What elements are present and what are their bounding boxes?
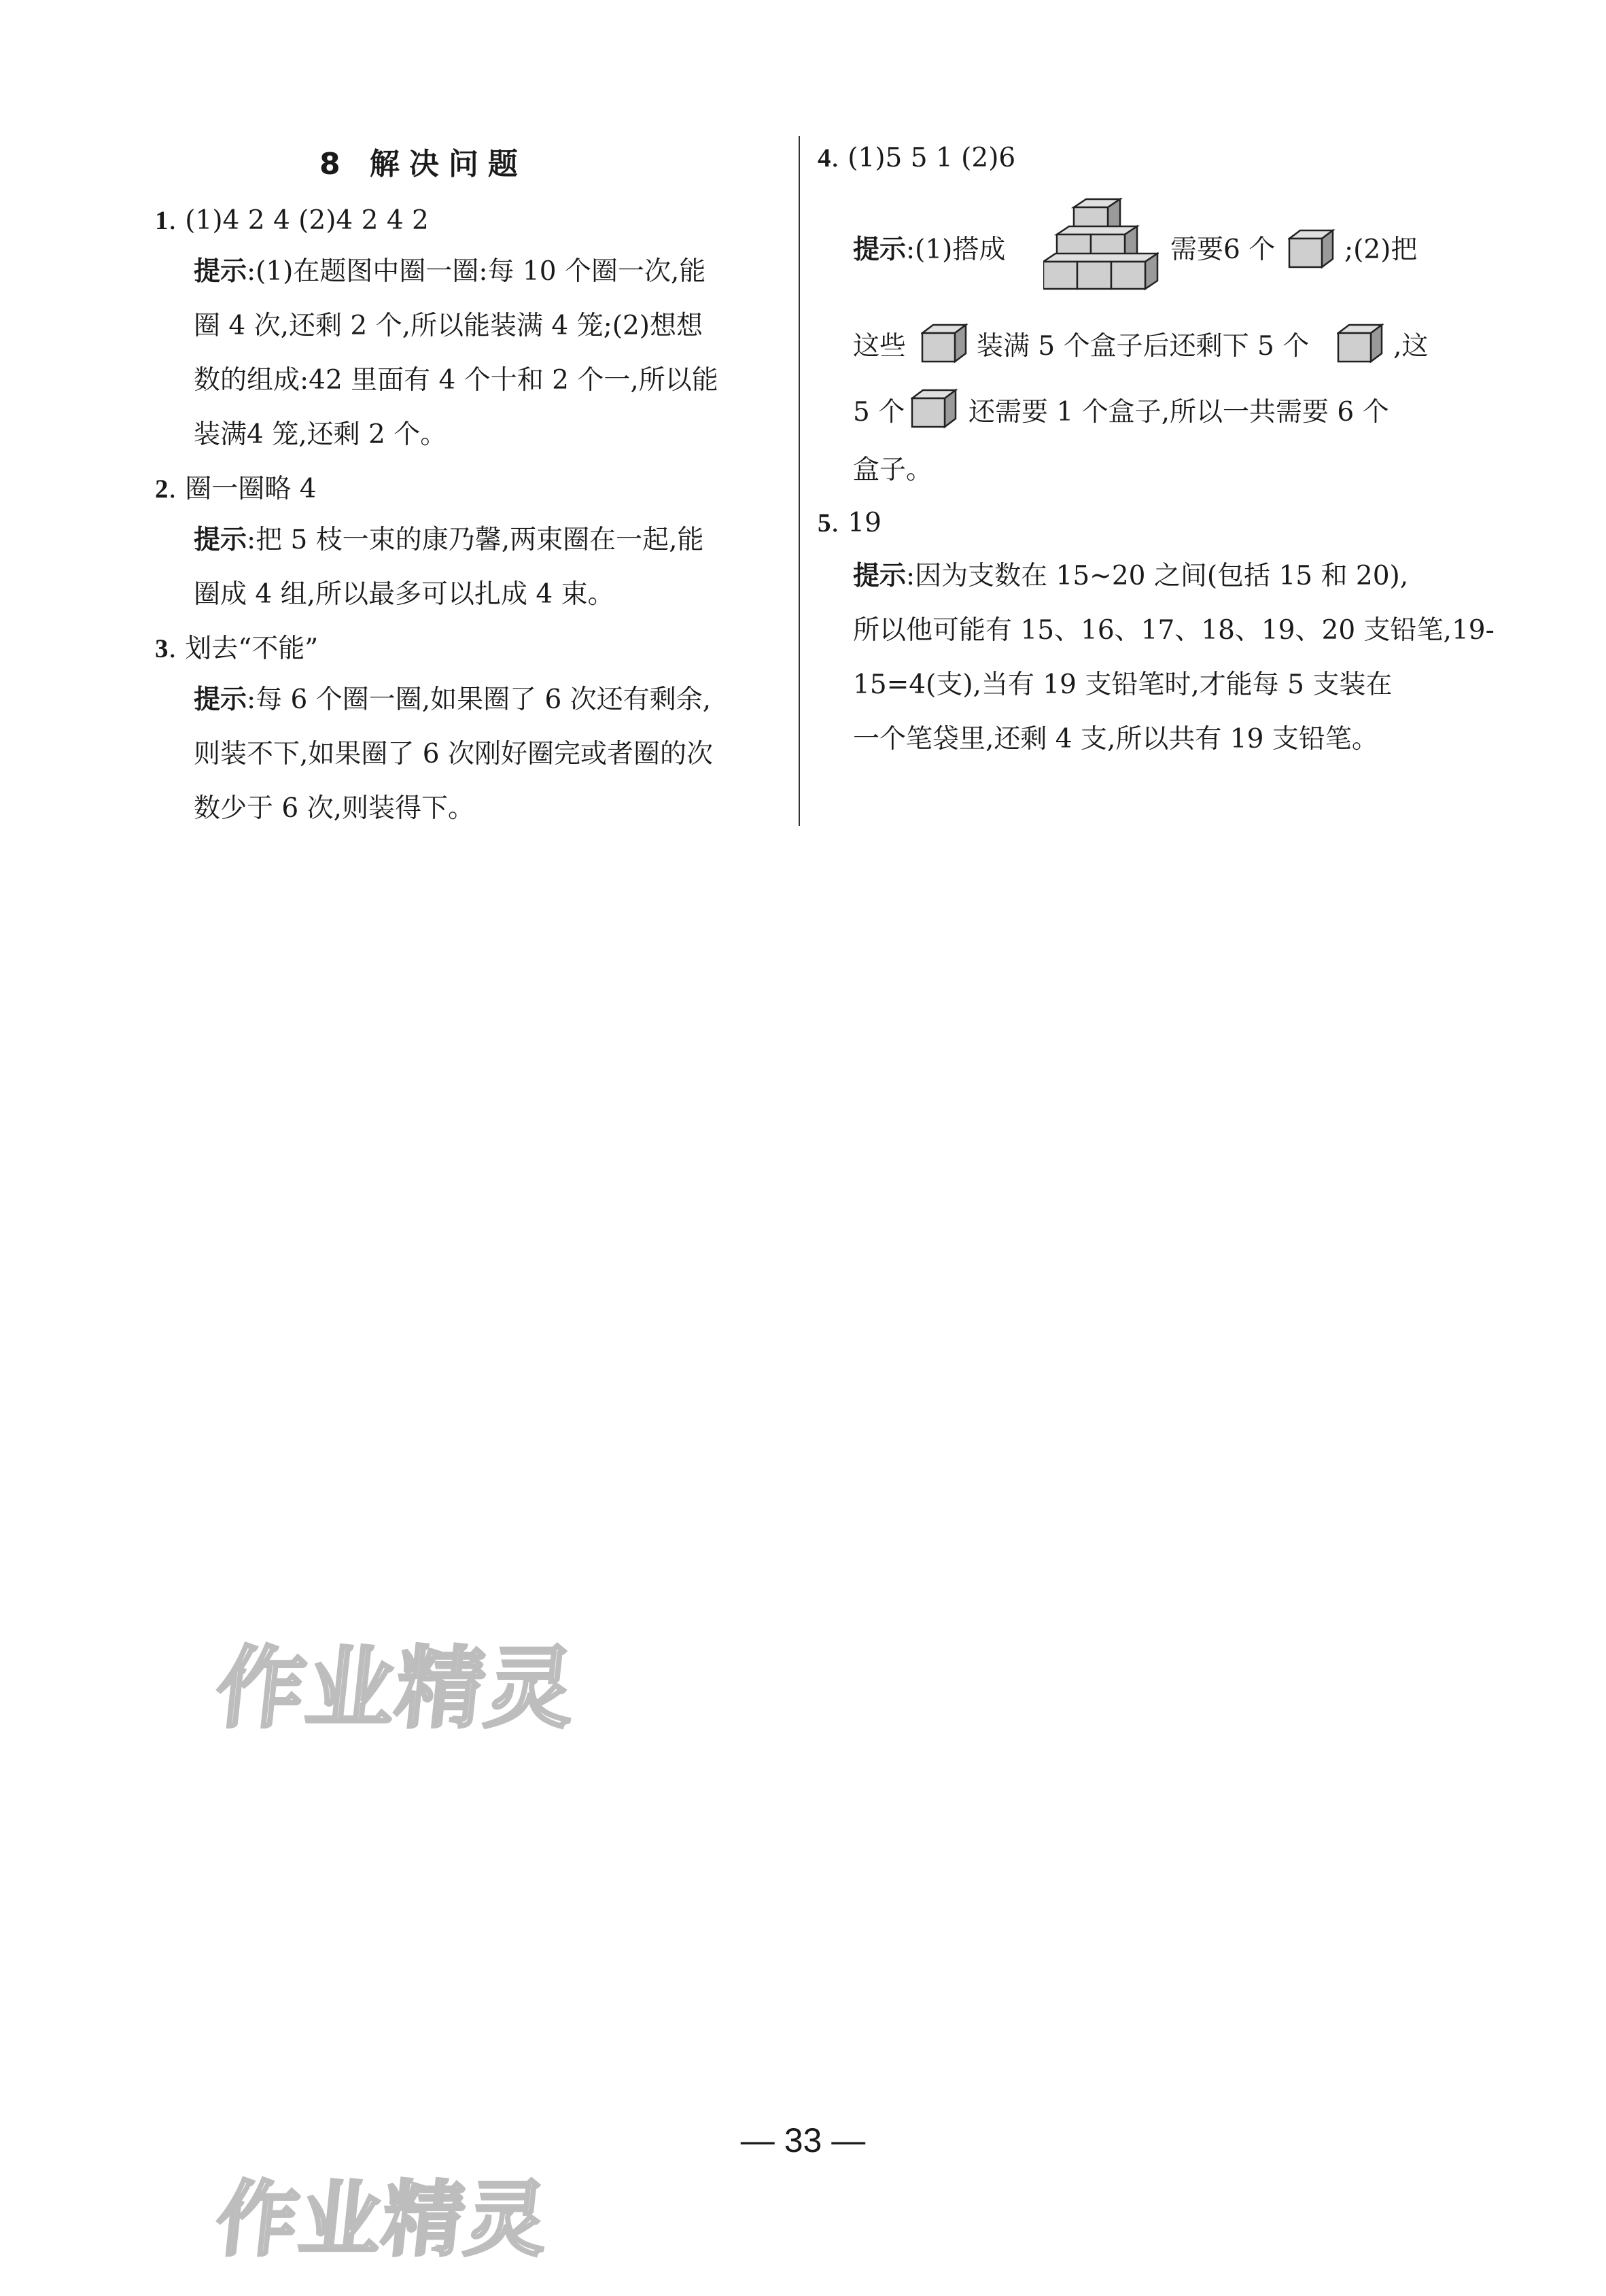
q2-hint-line-1: [194, 523, 704, 557]
page-number: — 33 —: [740, 2121, 866, 2159]
q1-hint-text-1: :(1)在题图中圈一圈:每 10 个圈一次,能: [247, 256, 706, 287]
q4-hint-text-1b: 需要6 个: [1170, 234, 1276, 265]
cube-icon: [1288, 228, 1336, 270]
q4-hint-label: 提示: [853, 234, 907, 265]
q3-answer: [155, 632, 318, 666]
q1-hint-line-2: 圈 4 次,还剩 2 个,所以能装满 4 笼;(2)想想: [194, 311, 703, 341]
q5-hint-text-1: :因为支数在 15~20 之间(包括 15 和 20),: [906, 561, 1409, 591]
q3-answer-text: . 划去“不能”: [168, 633, 319, 664]
q1-answer: [155, 204, 429, 238]
stacked-cubes-icon: [1043, 194, 1159, 302]
watermark-top: 作业精灵: [211, 1637, 581, 1740]
q4-hint-text-2a: 这些: [853, 331, 907, 362]
q1-number: 1: [155, 206, 169, 235]
q5-answer: [818, 506, 881, 540]
q4-hint-text-3b: 还需要 1 个盒子,所以一共需要 6 个: [968, 397, 1389, 428]
q4-hint-text-3a: 5 个: [853, 397, 905, 428]
column-divider: [799, 136, 800, 826]
cube-icon: [911, 387, 958, 430]
q2-answer-text: . 圈一圈略 4: [168, 474, 317, 504]
q5-hint-label: 提示: [853, 561, 907, 591]
q1-hint-label: 提示: [194, 256, 247, 287]
q4-answer-text: . (1)5 5 1 (2)6: [831, 143, 1016, 173]
q3-hint-label: 提示: [194, 684, 247, 715]
q3-hint-line-2: 则装不下,如果圈了 6 次刚好圈完或者圈的次: [194, 739, 714, 769]
q4-number: 4: [818, 143, 831, 173]
cube-icon: [1337, 322, 1384, 364]
q5-hint-line-3: 15=4(支),当有 19 支铅笔时,才能每 5 支装在: [853, 669, 1393, 700]
q5-hint-line-1: [853, 559, 1408, 593]
q5-hint-line-2: 所以他可能有 15、16、17、18、19、20 支铅笔,19-: [853, 615, 1495, 646]
q4-hint-text-2b: 装满 5 个盒子后还剩下 5 个: [977, 331, 1310, 362]
q4-hint-text-2c: ,这: [1393, 331, 1429, 362]
section-title: 8 解决问题: [319, 147, 527, 181]
q1-hint-line-3: 数的组成:42 里面有 4 个十和 2 个一,所以能: [194, 365, 718, 396]
q2-number: 2: [155, 474, 169, 504]
watermark-bottom: 作业精灵: [211, 2173, 554, 2267]
cube-icon: [921, 322, 968, 364]
q3-hint-line-3: 数少于 6 次,则装得下。: [194, 793, 475, 824]
q1-hint-line-1: [194, 255, 705, 289]
q3-hint-text-1: :每 6 个圈一圈,如果圈了 6 次还有剩余,: [247, 684, 712, 715]
q3-hint-line-1: [194, 683, 711, 717]
q4-hint-line-1: [853, 233, 1005, 267]
q2-answer: [155, 472, 317, 506]
q4-answer: [818, 141, 1015, 175]
q1-answer-text: . (1)4 2 4 (2)4 2 4 2: [168, 205, 429, 236]
q4-hint-line-4: 盒子。: [853, 455, 933, 485]
q2-hint-line-2: 圈成 4 组,所以最多可以扎成 4 束。: [194, 579, 614, 610]
q2-hint-label: 提示: [194, 525, 247, 555]
q5-number: 5: [818, 508, 831, 538]
q1-hint-line-4: 装满4 笼,还剩 2 个。: [194, 419, 447, 450]
q4-hint-text-1a: :(1)搭成: [906, 234, 1006, 265]
q4-hint-text-1c: ;(2)把: [1344, 234, 1418, 265]
q5-answer-text: . 19: [831, 508, 881, 538]
q2-hint-text-1: :把 5 枝一束的康乃馨,两束圈在一起,能: [247, 525, 704, 555]
q3-number: 3: [155, 634, 169, 663]
q5-hint-line-4: 一个笔袋里,还剩 4 支,所以共有 19 支铅笔。: [853, 724, 1378, 754]
